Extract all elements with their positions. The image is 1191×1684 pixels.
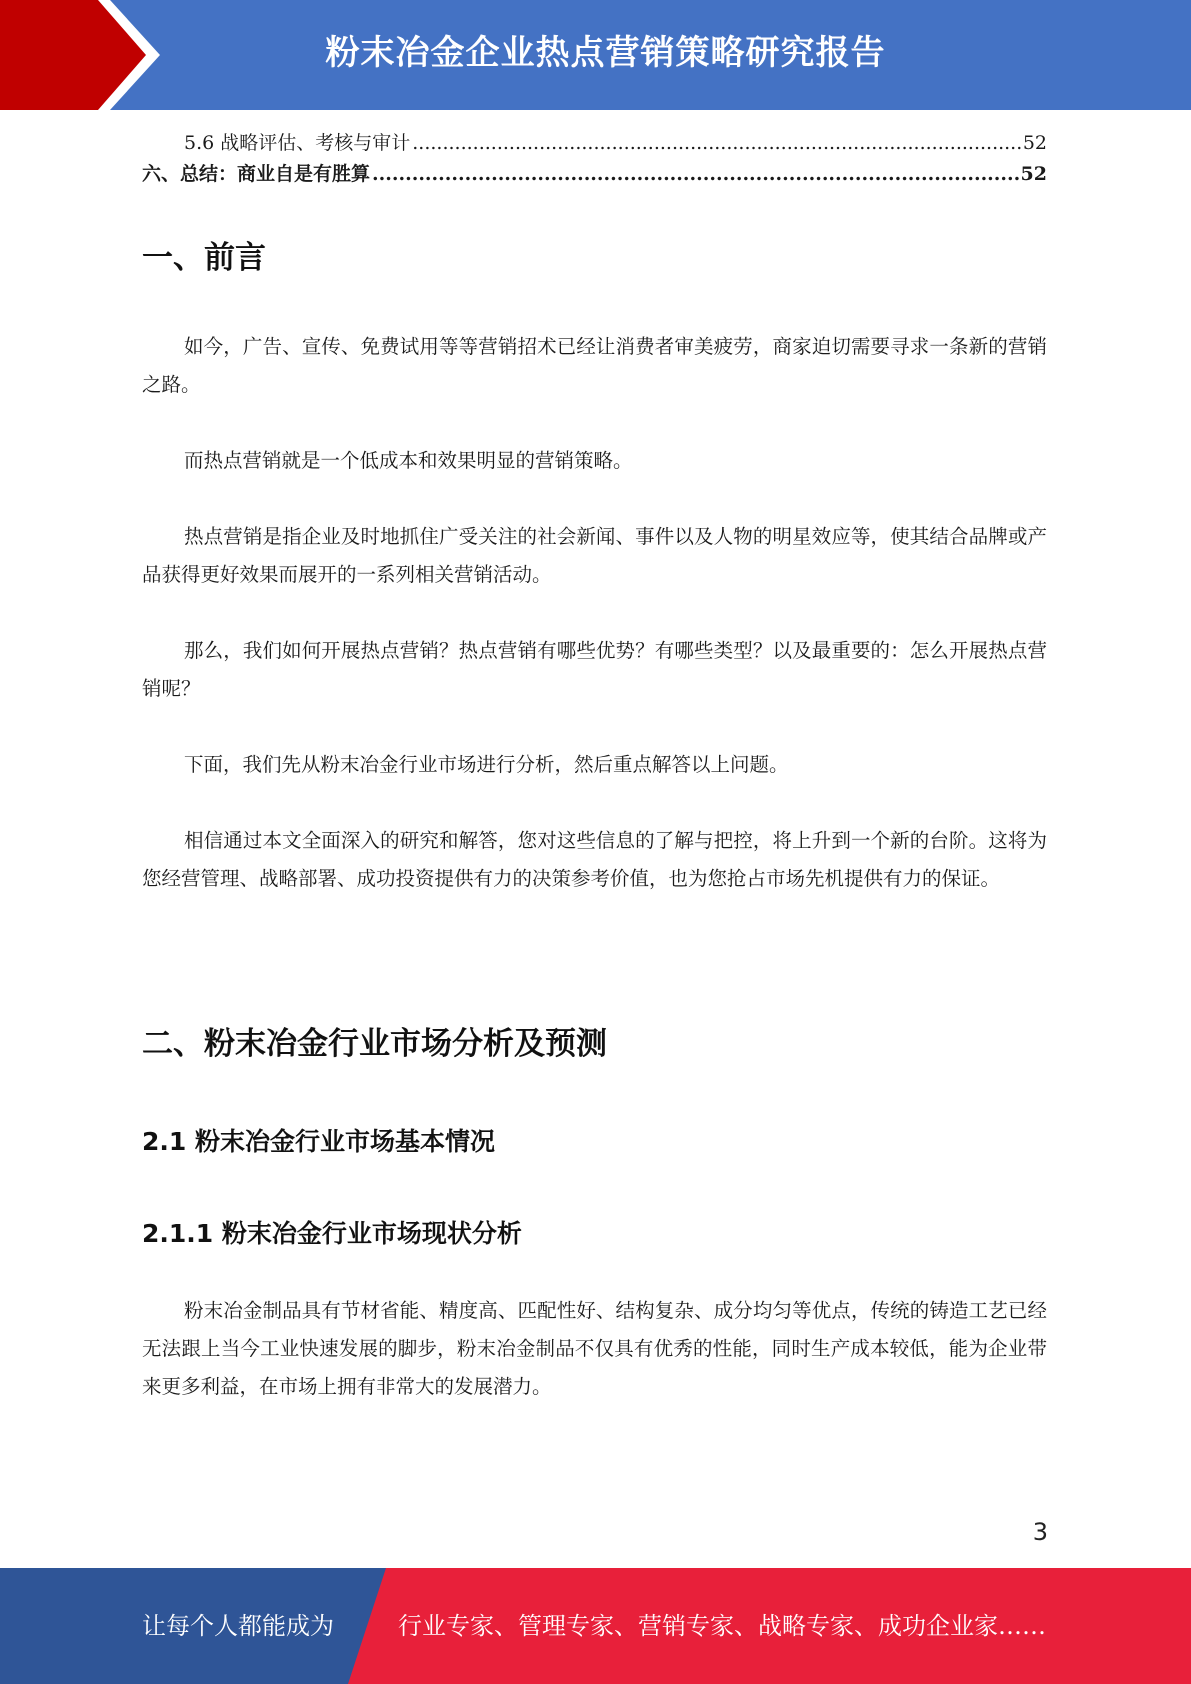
paragraph: 粉末冶金制品具有节材省能、精度高、匹配性好、结构复杂、成分均匀等优点，传统的铸造工艺已经无法跟上当今工业快速发展的脚步，粉末冶金制品不仅具有优秀的性能，同时生产成本较低，能为企业带来更多利益，在市场上拥有非常大的发展潜力。 <box>142 1299 1047 1398</box>
toc-leader-dots <box>412 129 1021 157</box>
footer-slogan-left: 让每个人都能成为 <box>142 1612 334 1640</box>
paragraph: 如今，广告、宣传、免费试用等等营销招术已经让消费者审美疲劳，商家迫切需要寻求一条新的营销之路。 <box>142 335 1047 396</box>
paragraph: 热点营销是指企业及时地抓住广受关注的社会新闻、事件以及人物的明星效应等，使其结合品牌或产品获得更好效果而展开的一系列相关营销活动。 <box>142 525 1047 586</box>
page-footer <box>0 1568 1191 1684</box>
toc-entry-label: 六、总结：商业自是有胜算 <box>142 163 371 185</box>
paragraph: 那么，我们如何开展热点营销？热点营销有哪些优势？有哪些类型？以及最重要的：怎么开展热点营销呢？ <box>142 639 1047 700</box>
paragraph: 下面，我们先从粉末冶金行业市场进行分析，然后重点解答以上问题。 <box>184 753 789 776</box>
paragraph: 相信通过本文全面深入的研究和解答，您对这些信息的了解与把控，将上升到一个新的台阶。这将为您经营管理、战略部署、成功投资提供有力的决策参考价值，也为您抢占市场先机提供有力的保证。 <box>142 829 1047 890</box>
toc-entry-label: 5.6 战略评估、考核与审计 <box>184 132 411 154</box>
section-heading-preface: 一、前言 <box>142 240 266 276</box>
page-header <box>0 0 1191 110</box>
toc-entry-page: 52 <box>1020 163 1047 185</box>
toc-entry-6[interactable] <box>142 160 1047 188</box>
paragraph: 而热点营销就是一个低成本和效果明显的营销策略。 <box>184 449 633 472</box>
page-number: 3 <box>1032 1518 1048 1546</box>
subsection-heading: 2.1 粉末冶金行业市场基本情况 <box>142 1127 495 1156</box>
footer-slogan-right: 行业专家、管理专家、营销专家、战略专家、成功企业家…… <box>398 1612 1046 1640</box>
subsection-heading: 2.1.1 粉末冶金行业市场现状分析 <box>142 1219 522 1248</box>
toc-entry-5-6[interactable] <box>142 129 1047 157</box>
toc-leader-dots <box>372 160 1019 188</box>
toc-entry-page: 52 <box>1022 132 1047 154</box>
document-title: 粉末冶金企业热点营销策略研究报告 <box>325 33 886 73</box>
section-heading-market: 二、粉末冶金行业市场分析及预测 <box>142 1026 607 1062</box>
